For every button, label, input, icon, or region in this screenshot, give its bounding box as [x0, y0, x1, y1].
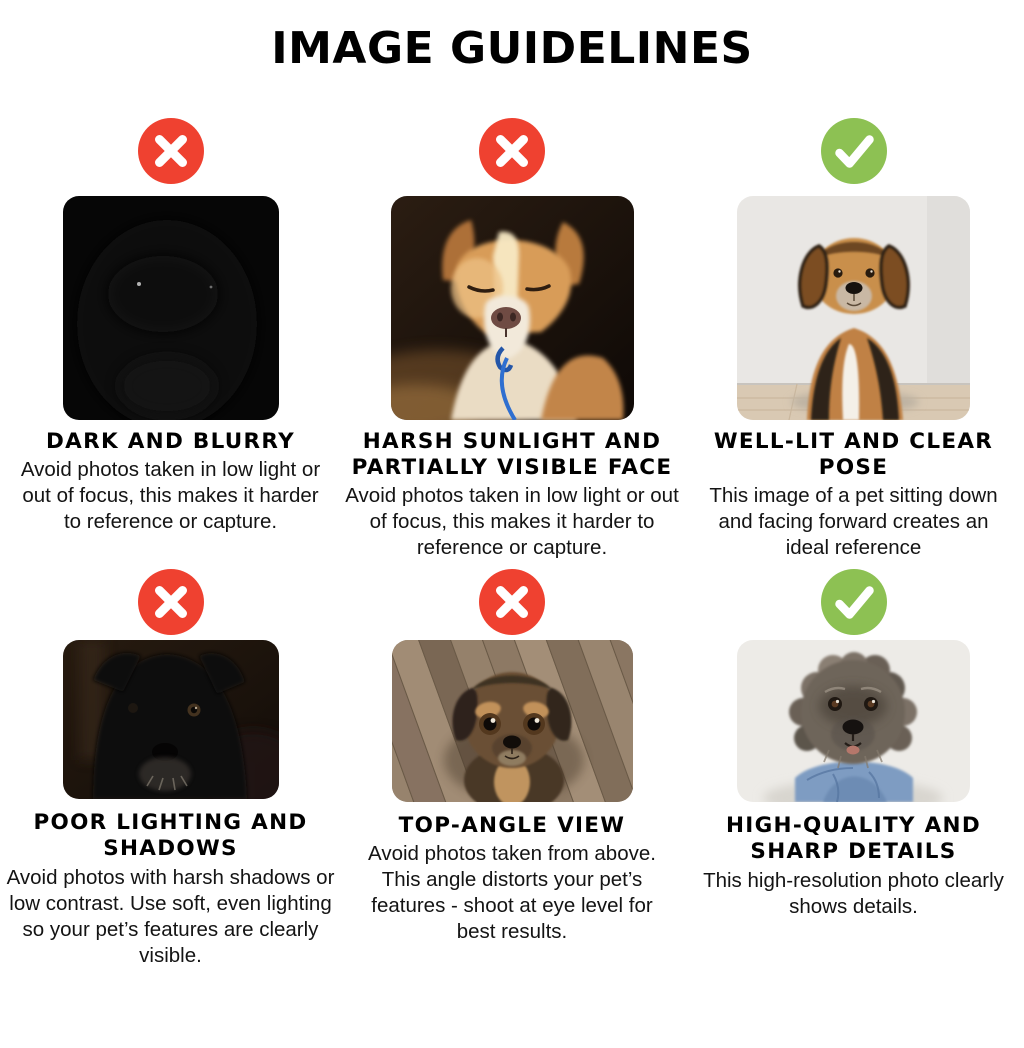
card-title: DARK AND BLURRY — [46, 428, 295, 454]
x-circle-icon — [138, 569, 204, 635]
card-description: Avoid photos taken from above. This angle distorts your pet’s features - shoot at eye level for best results. — [368, 842, 656, 944]
card-high-quality — [693, 569, 1015, 969]
card-description: This image of a pet sitting down and facing forward creates an ideal reference — [709, 484, 998, 560]
page-title: IMAGE GUIDELINES — [271, 23, 753, 74]
guidelines-grid — [0, 118, 1024, 969]
card-title: HIGH-QUALITY AND SHARP DETAILS — [726, 813, 981, 865]
photo-well-lit-dog — [737, 196, 970, 420]
card-caption — [341, 420, 683, 562]
card-description: Avoid photos taken in low light or out of focus, this makes it harder to reference or capture. — [20, 457, 321, 533]
card-caption — [0, 799, 341, 969]
x-circle-icon — [479, 118, 545, 184]
card-harsh-sunlight — [341, 118, 683, 562]
photo-harsh-sunlight-dog — [391, 196, 634, 420]
card-dark-and-blurry — [21, 118, 321, 562]
card-title: HARSH SUNLIGHT AND PARTIALLY VISIBLE FACE — [351, 428, 673, 480]
card-title: WELL-LIT AND CLEAR POSE — [713, 428, 994, 480]
card-description: This high-resolution photo clearly shows details. — [703, 868, 1004, 918]
card-poor-lighting — [0, 569, 341, 969]
card-well-lit-pose — [693, 118, 1015, 562]
card-caption — [693, 802, 1015, 920]
card-caption — [21, 420, 321, 535]
card-caption — [350, 802, 675, 945]
photo-high-quality-dog — [737, 640, 970, 802]
check-circle-icon — [821, 569, 887, 635]
card-title: TOP-ANGLE VIEW — [398, 813, 626, 839]
card-description: Avoid photos taken in low light or out of focus, this makes it harder to reference or capture. — [345, 484, 679, 560]
card-top-angle-view — [350, 569, 675, 969]
card-title: POOR LIGHTING AND SHADOWS — [33, 810, 308, 862]
card-caption — [693, 420, 1015, 562]
photo-dark-blurry-dog — [63, 196, 279, 420]
check-circle-icon — [821, 118, 887, 184]
x-circle-icon — [479, 569, 545, 635]
x-circle-icon — [138, 118, 204, 184]
card-description: Avoid photos with harsh shadows or low contrast. Use soft, even lighting so your pet’s features are clearly visible. — [6, 865, 335, 967]
guidelines-row-1 — [0, 118, 1024, 562]
guidelines-row-2 — [0, 569, 1024, 969]
photo-poor-lighting-dog — [63, 640, 279, 799]
photo-top-angle-dog — [392, 640, 633, 802]
